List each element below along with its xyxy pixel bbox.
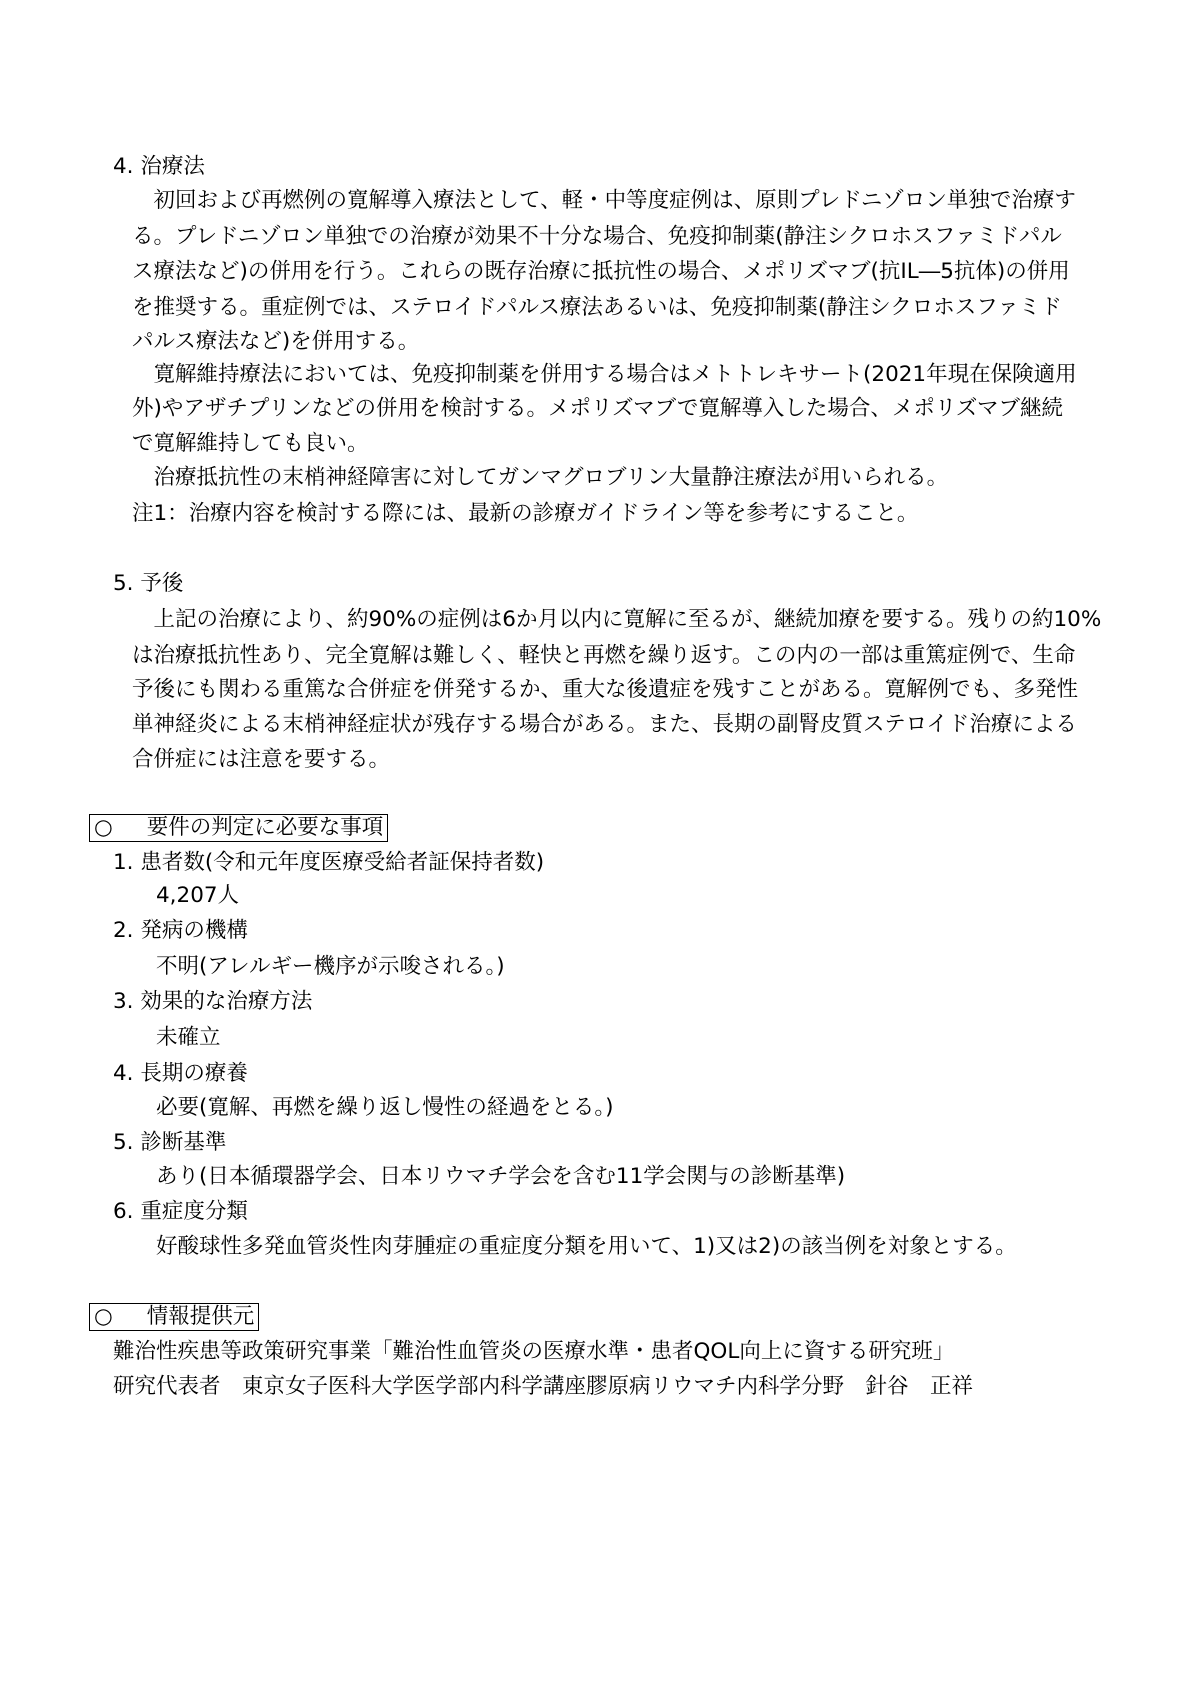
paragraph-line: ス療法など)の併用を行う。これらの既存治療に抵抗性の場合、メポリズマブ(抗IL―5抗体)の併用 [132,259,1070,284]
item-label: 5. 診断基準 [113,1130,227,1155]
item-label: 6. 重症度分類 [113,1199,248,1224]
item-value: 好酸球性多発血管炎性肉芽腫症の重症度分類を用いて、1)又は2)の該当例を対象とする。 [156,1234,1017,1259]
paragraph-line: で寛解維持しても良い。 [132,431,369,456]
item-value: 4,207人 [156,883,240,908]
paragraph-line: 上記の治療により、約90%の症例は6か月以内に寛解に至るが、継続加療を要する。残りの約10% [132,607,1102,632]
requirements-box-heading [89,814,388,842]
paragraph-line: パルス療法など)を併用する。 [132,329,420,354]
source-line: 研究代表者 東京女子医科大学医学部内科学講座膠原病リウマチ内科学分野 針谷 正祥 [113,1374,974,1399]
paragraph-line: る。プレドニゾロン単独での治療が効果不十分な場合、免疫抑制薬(静注シクロホスファミドパル [132,224,1062,249]
item-value: あり(日本循環器学会、日本リウマチ学会を含む11学会関与の診断基準) [156,1164,846,1189]
paragraph-line: は治療抵抗性あり、完全寛解は難しく、軽快と再燃を繰り返す。この内の一部は重篤症例で、生命 [132,643,1076,668]
item-value: 不明(アレルギー機序が示唆される。) [156,954,505,979]
source-line: 難治性疾患等政策研究事業「難治性血管炎の医療水準・患者QOL向上に資する研究班」 [113,1339,955,1364]
item-label: 4. 長期の療養 [113,1061,248,1086]
paragraph-line: 治療抵抗性の末梢神経障害に対してガンマグロブリン大量静注療法が用いられる。 [132,465,949,490]
item-label: 3. 効果的な治療方法 [113,989,313,1014]
paragraph-line: を推奨する。重症例では、ステロイドパルス療法あるいは、免疫抑制薬(静注シクロホスファミド [132,295,1062,320]
box-title: 要件の判定に必要な事項 [146,815,384,840]
source-box-heading [89,1303,259,1331]
section-heading: 4. 治療法 [113,154,205,179]
paragraph-line: 初回および再燃例の寛解導入療法として、軽・中等度症例は、原則プレドニゾロン単独で治療す [132,188,1076,213]
section-heading: 5. 予後 [113,571,184,596]
item-value: 必要(寛解、再燃を繰り返し慢性の経過をとる。) [156,1095,614,1120]
item-value: 未確立 [156,1025,221,1050]
paragraph-line: 合併症には注意を要する。 [132,747,391,772]
note-line: 注1：治療内容を検討する際には、最新の診療ガイドライン等を参考にすること。 [132,501,919,526]
paragraph-line: 予後にも関わる重篤な合併症を併発するか、重大な後遺症を残すことがある。寛解例でも、多発性 [132,677,1079,702]
paragraph-line: 単神経炎による末梢神経症状が残存する場合がある。また、長期の副腎皮質ステロイド治療による [132,712,1077,737]
box-title: 情報提供元 [146,1304,255,1329]
item-label: 2. 発病の機構 [113,918,248,943]
item-label: 1. 患者数(令和元年度医療受給者証保持者数) [113,850,545,875]
paragraph-line: 外)やアザチプリンなどの併用を検討する。メポリズマブで寛解導入した場合、メポリズマブ継続 [132,396,1063,421]
circle-mark: ○ [94,815,113,840]
circle-mark: ○ [94,1304,113,1329]
paragraph-line: 寛解維持療法においては、免疫抑制薬を併用する場合はメトトレキサート(2021年現在保険適用 [132,362,1077,387]
